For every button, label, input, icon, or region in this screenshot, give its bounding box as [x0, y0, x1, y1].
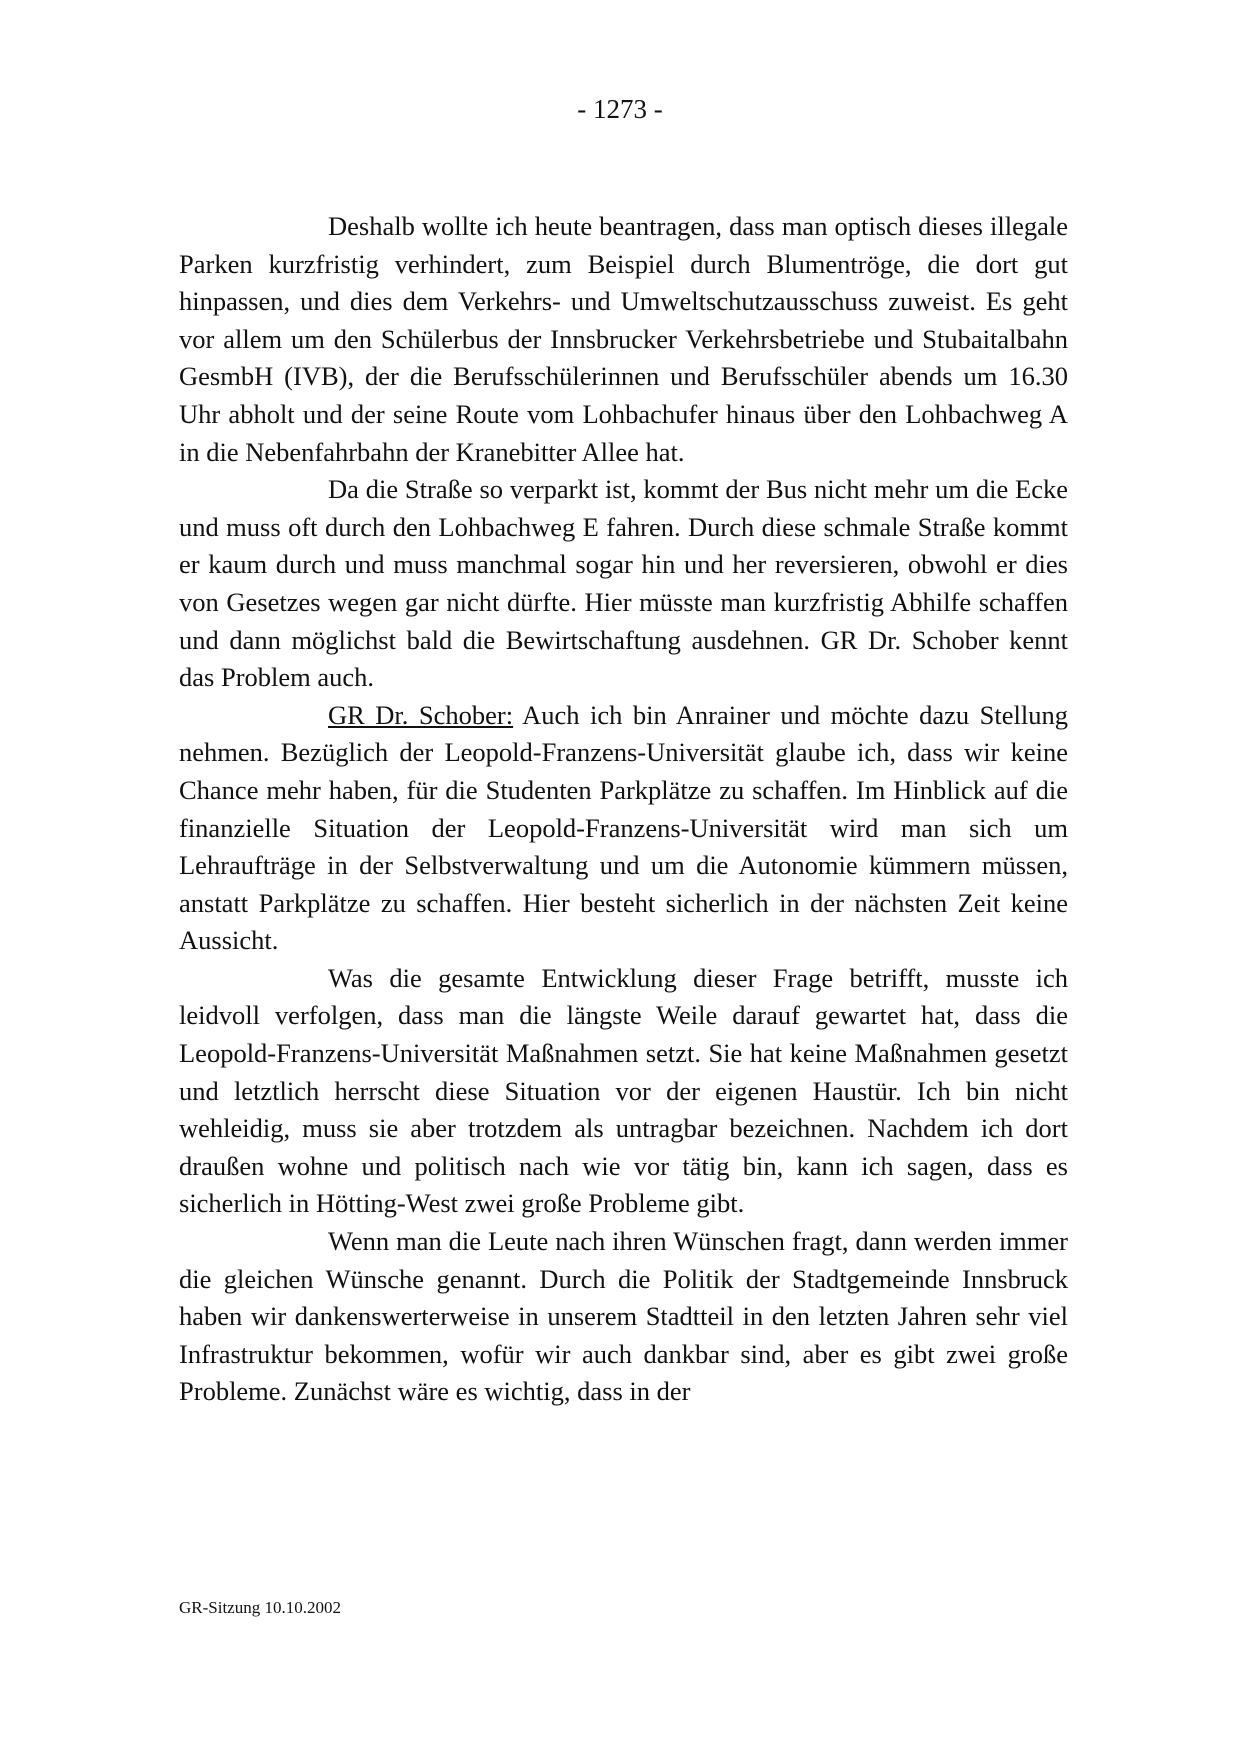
- document-body: [179, 208, 1068, 1411]
- paragraph-3-text: Auch ich bin Anrainer und möchte dazu Stellung nehmen. Bezüglich der Leopold-Franzens-Universität glaube ich, dass wir keine Chance mehr haben, für die Studenten Parkplätze zu schaffen. Im Hinblick auf die finanzielle Situation der Leopold-Franzens-Universität wird man sich um Lehraufträge in der Selbstverwaltung und um die Autonomie kümmern müssen, anstatt Parkplätze zu schaffen. Hier besteht sicherlich in der nächsten Zeit keine Aussicht.: [179, 699, 1068, 956]
- paragraph-2: Da die Straße so verparkt ist, kommt der Bus nicht mehr um die Ecke und muss oft durch den Lohbachweg E fahren. Durch diese schmale Straße kommt er kaum durch und muss manchmal sogar hin und her reversieren, obwohl er dies von Gesetzes wegen gar nicht dürfte. Hier müsste man kurzfristig Abhilfe schaffen und dann möglichst bald die Bewirtschaftung ausdehnen. GR Dr. Schober kennt das Problem auch.: [179, 474, 1068, 693]
- paragraph-5: Wenn man die Leute nach ihren Wünschen fragt, dann werden immer die gleichen Wünsche genannt. Durch die Politik der Stadtgemeinde Innsbruck haben wir dankenswerterweise in unserem Stadtteil in den letzten Jahren sehr viel Infrastruktur bekommen, wofür wir auch dankbar sind, aber es gibt zwei große Probleme. Zunächst wäre es wichtig, dass in der: [179, 1226, 1068, 1407]
- speaker-name: GR Dr. Schober:: [328, 699, 514, 730]
- paragraph-3: [179, 697, 1068, 960]
- paragraph-1: Deshalb wollte ich heute beantragen, dass man optisch dieses illegale Parken kurzfristig verhindert, zum Beispiel durch Blumentröge, die dort gut hinpassen, und dies dem Verkehrs- und Umweltschutzausschuss zuweist. Es geht vor allem um den Schülerbus der Innsbrucker Verkehrsbetriebe und Stubaitalbahn GesmbH (IVB), der die Berufsschülerinnen und Berufsschüler abends um 16.30 Uhr abholt und der seine Route vom Lohbachufer hinaus über den Lohbachweg A in die Nebenfahrbahn der Kranebitter Allee hat.: [179, 211, 1068, 467]
- footer-session-label: GR-Sitzung 10.10.2002: [179, 1598, 341, 1617]
- paragraph-4: Was die gesamte Entwicklung dieser Frage betrifft, musste ich leidvoll verfolgen, dass man die längste Weile darauf gewartet hat, dass die Leopold-Franzens-Universität Maßnahmen setzt. Sie hat keine Maßnahmen gesetzt und letztlich herrscht diese Situation vor der eigenen Haustür. Ich bin nicht wehleidig, muss sie aber trotzdem als untragbar bezeichnen. Nachdem ich dort draußen wohne und politisch nach wie vor tätig bin, kann ich sagen, dass es sicherlich in Hötting-West zwei große Probleme gibt.: [179, 962, 1068, 1219]
- page-number: - 1273 -: [577, 94, 663, 124]
